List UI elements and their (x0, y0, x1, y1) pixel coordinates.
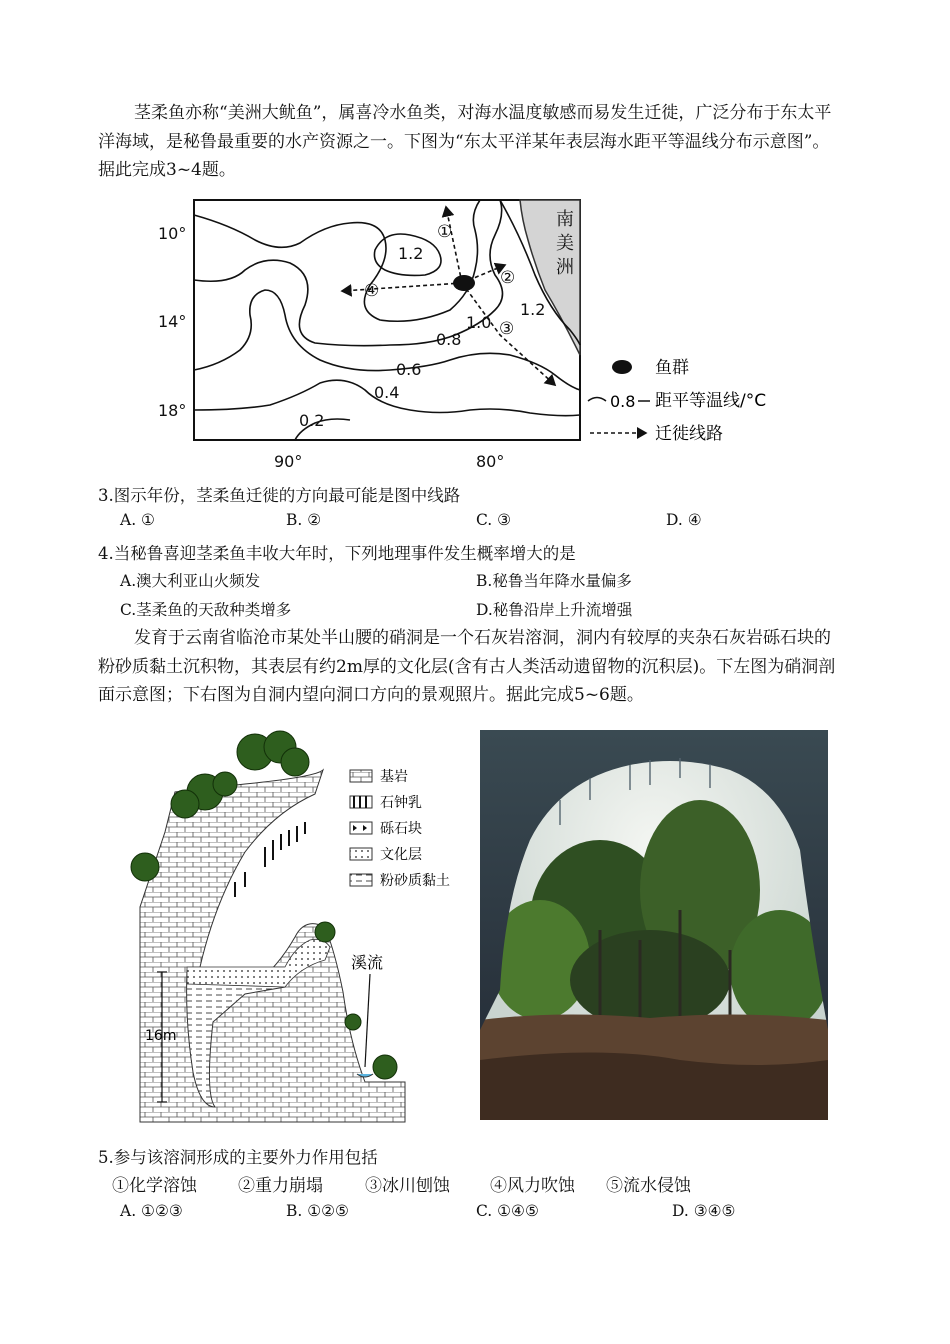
legend-isotherm-sample: 0.8 (610, 392, 636, 411)
contour-label: 1.2 (398, 244, 424, 263)
cave-profile-diagram (125, 722, 470, 1127)
contour-label: 0.4 (374, 383, 400, 402)
contour-label: 1.0 (466, 313, 492, 332)
q5-item-2: ②重力崩塌 (238, 1176, 323, 1196)
q3-option-c[interactable]: C. ③ (476, 511, 512, 529)
contour-label: 0.8 (436, 330, 462, 349)
q3-option-b[interactable]: B. ② (286, 511, 322, 529)
q5-option-d[interactable]: D. ③④⑤ (672, 1202, 736, 1220)
q5-item-3: ③冰川刨蚀 (365, 1176, 450, 1196)
q5-item-1: ①化学溶蚀 (112, 1176, 197, 1196)
lat-label: 14° (158, 312, 187, 331)
height-label: 16m (145, 1028, 177, 1044)
q4-option-b[interactable]: B.秘鲁当年降水量偏多 (476, 572, 632, 590)
question-3-stem: 3.图示年份，茎柔鱼迁徙的方向最可能是图中线路 (98, 486, 461, 505)
q5-option-b[interactable]: B. ①②⑤ (286, 1202, 349, 1220)
route-label-1: ① (437, 222, 453, 242)
cave-entrance-photo (480, 730, 828, 1120)
q3-option-a[interactable]: A. ① (120, 511, 155, 529)
continent-label: 洲 (556, 257, 574, 278)
question-5-stem: 5.参与该溶洞形成的主要外力作用包括 (98, 1148, 378, 1167)
intro-paragraph-2: 发育于云南省临沧市某处半山腰的硝洞是一个石灰岩溶洞，洞内有较厚的夹杂石灰岩砾石块的粉砂质黏土沉积物，其表层有约2m厚的文化层(含有古人类活动遗留物的沉积层)。下左图为硝洞剖面示意图；下右图为自洞内望向洞口方向的景观照片。据此完成5~6题。 (98, 628, 836, 705)
lon-label: 90° (274, 452, 303, 471)
legend-cultural-layer: 文化层 (380, 847, 422, 863)
lon-label: 80° (476, 452, 505, 471)
continent-label: 美 (556, 233, 574, 254)
lat-label: 18° (158, 401, 187, 420)
q4-option-a[interactable]: A.澳大利亚山火频发 (120, 572, 261, 590)
stream-label: 溪流 (351, 953, 384, 972)
legend-fish-label: 鱼群 (655, 358, 689, 378)
route-label-2: ② (500, 268, 516, 288)
q5-item-5: ⑤流水侵蚀 (606, 1176, 691, 1196)
q4-option-c[interactable]: C.茎柔鱼的天敌种类增多 (120, 601, 292, 619)
question-4-stem: 4.当秘鲁喜迎茎柔鱼丰收大年时，下列地理事件发生概率增大的是 (98, 544, 576, 563)
q5-option-a[interactable]: A. ①②③ (120, 1202, 183, 1220)
intro-paragraph-1: 茎柔鱼亦称“美洲大鱿鱼”，属喜冷水鱼类，对海水温度敏感而易发生迁徙，广泛分布于东太平洋海域，是秘鲁最重要的水产资源之一。下图为“东太平洋某年表层海水距平等温线分布示意图”。据此完成3~4题。 (98, 103, 832, 180)
legend-route-label: 迁徙线路 (655, 424, 723, 444)
sst-anomaly-map (150, 195, 810, 475)
q5-item-4: ④风力吹蚀 (490, 1176, 575, 1196)
legend-silt-clay: 粉砂质黏土 (380, 873, 450, 889)
q3-option-d[interactable]: D. ④ (666, 511, 702, 529)
contour-label: 0.6 (396, 360, 422, 379)
legend-gravel: 砾石块 (380, 821, 422, 837)
route-label-3: ③ (499, 319, 515, 339)
fish-school-marker (453, 275, 475, 291)
contour-label: 1.2 (520, 300, 546, 319)
legend-stalactite: 石钟乳 (380, 795, 422, 811)
legend-fish-icon (612, 360, 632, 374)
lat-label: 10° (158, 224, 187, 243)
contour-label: 0.2 (299, 411, 325, 430)
continent-label: 南 (556, 209, 574, 230)
legend-bedrock: 基岩 (380, 769, 408, 785)
q4-option-d[interactable]: D.秘鲁沿岸上升流增强 (476, 601, 633, 619)
legend-isotherm-label: 距平等温线/°C (655, 391, 767, 411)
route-label-4: ④ (364, 281, 380, 301)
q5-option-c[interactable]: C. ①④⑤ (476, 1202, 539, 1220)
